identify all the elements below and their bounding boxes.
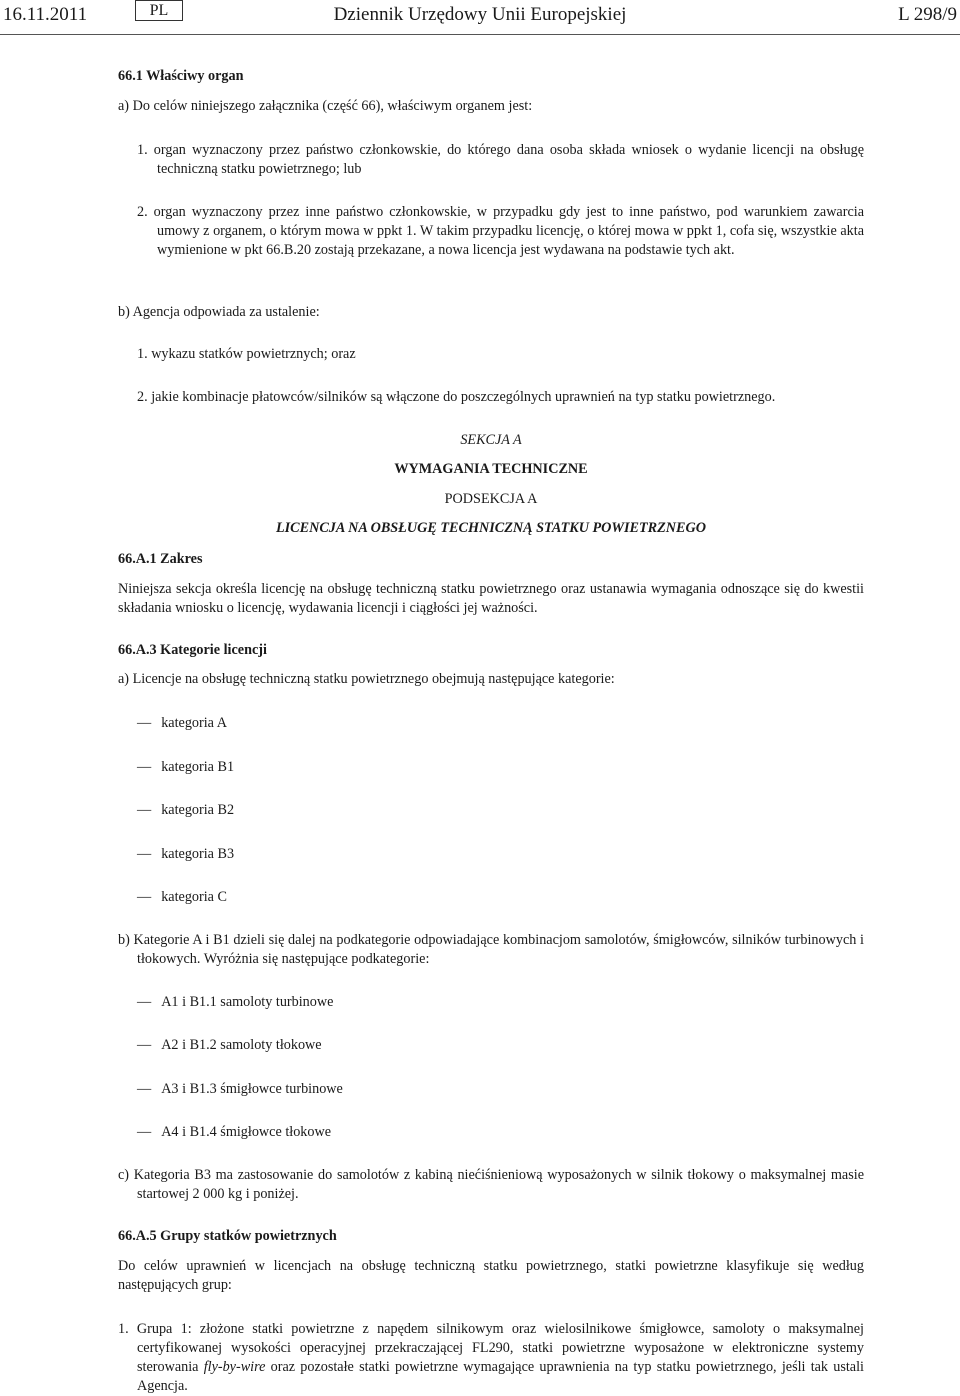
group-1-text-start: 1. Grupa 1: złożone statki powietrzne z napędem silnikowym oraz wielosilnikowe śmigłowce, samoloty o maksymalnej certyfikowanej wysokości operacyjnej przekraczającej FL290, statki powietrzne wyposażone w elektroniczne systemy sterowania — [118, 1321, 864, 1375]
paragraph-66-1-a: a) Do celów niniejszego załącznika (część 66), właściwym organem jest: — [118, 98, 533, 114]
heading-66-a-1: 66.A.1 Zakres — [118, 551, 203, 567]
list-item-category: — kategoria C — [137, 888, 227, 907]
paragraph-66-a-5-group-1 — [118, 1320, 864, 1396]
group-1-text-end: oraz pozostałe statki powietrzne wymagające uprawnienia na typ statku powietrznego, jeśli tak ustali Agencja. — [137, 1359, 864, 1394]
publication-date: 16.11.2011 — [3, 4, 88, 25]
paragraph-66-a-3-b: b) Kategorie A i B1 dzieli się dalej na podkategorie odpowiadające kombinacjom samolotów, śmigłowców, silników turbinowych i tłokowych. Wyróżnia się następujące podkategorie: — [118, 932, 864, 967]
list-item-category: — kategoria B2 — [137, 801, 234, 820]
paragraph-66-a-5: Do celów uprawnień w licencjach na obsługę techniczną statku powietrznego, statki powietrzne klasyfikuje się według następujących grup: — [118, 1258, 864, 1293]
journal-header — [0, 0, 960, 35]
list-item-subcategory: — A1 i B1.1 samoloty turbinowe — [137, 993, 333, 1012]
paragraph-66-1-b-2: 2. jakie kombinacje płatowców/silników są włączone do poszczególnych uprawnień na typ statku powietrznego. — [137, 389, 776, 405]
heading-66-a-5: 66.A.5 Grupy statków powietrznych — [118, 1228, 337, 1244]
group-1-emphasis: fly-by-wire — [203, 1359, 266, 1375]
paragraph-66-a-3-c: c) Kategoria B3 ma zastosowanie do samolotów z kabiną niećiśnieniową wyposażonych w silnik tłokowy o maksymalnej masie startowej 2 000 kg i poniżej. — [118, 1167, 864, 1202]
list-item-subcategory: — A2 i B1.2 samoloty tłokowe — [137, 1036, 322, 1055]
list-item-category: — kategoria A — [137, 714, 227, 733]
list-item-category: — kategoria B3 — [137, 845, 234, 864]
paragraph-66-a-3-a: a) Licencje na obsługę techniczną statku powietrznego obejmują następujące kategorie: — [118, 671, 615, 687]
list-item-subcategory: — A3 i B1.3 śmigłowce turbinowe — [137, 1080, 343, 1099]
paragraph-66-a-1: Niniejsza sekcja określa licencję na obsługę techniczną statku powietrznego oraz ustanawia wymagania odnoszące się do kwestii składania wniosku o licencję, wydawania licencji i ciągłości jej ważności. — [118, 581, 864, 616]
section-title: SEKCJA A — [460, 432, 522, 448]
paragraph-66-1-b: b) Agencja odpowiada za ustalenie: — [118, 304, 320, 320]
list-item-subcategory: — A4 i B1.4 śmigłowce tłokowe — [137, 1123, 331, 1142]
paragraph-66-1-b-1: 1. wykazu statków powietrznych; oraz — [137, 346, 356, 362]
language-code: PL — [135, 0, 183, 21]
section-subtitle: WYMAGANIA TECHNICZNE — [394, 461, 588, 477]
heading-66-1: 66.1 Właściwy organ — [118, 68, 244, 84]
journal-title: Dziennik Urzędowy Unii Europejskiej — [333, 4, 627, 25]
paragraph-66-1-a-2: 2. organ wyznaczony przez inne państwo członkowskie, w przypadku gdy jest to inne państwo, pod warunkiem zawarcia umowy z organem, o którym mowa w ppkt 1. W takim przypadku licencję, o której mowa w ppkt 1, cofa się, wszystkie akta wymienione w pkt 66.B.20 zostają przekazane, a nowa licencja jest wydawana na podstawie tych akt. — [137, 204, 864, 258]
list-item-category: — kategoria B1 — [137, 758, 234, 777]
paragraph-66-1-a-1: 1. organ wyznaczony przez państwo członkowskie, do którego dana osoba składa wniosek o wydanie licencji na obsługę techniczną statku powietrznego; lub — [137, 142, 864, 177]
subsection-title: PODSEKCJA A — [444, 491, 538, 507]
subsection-heading: LICENCJA NA OBSŁUGĘ TECHNICZNĄ STATKU POWIETRZNEGO — [275, 520, 707, 536]
page-reference: L 298/9 — [898, 4, 957, 25]
heading-66-a-3: 66.A.3 Kategorie licencji — [118, 642, 267, 658]
